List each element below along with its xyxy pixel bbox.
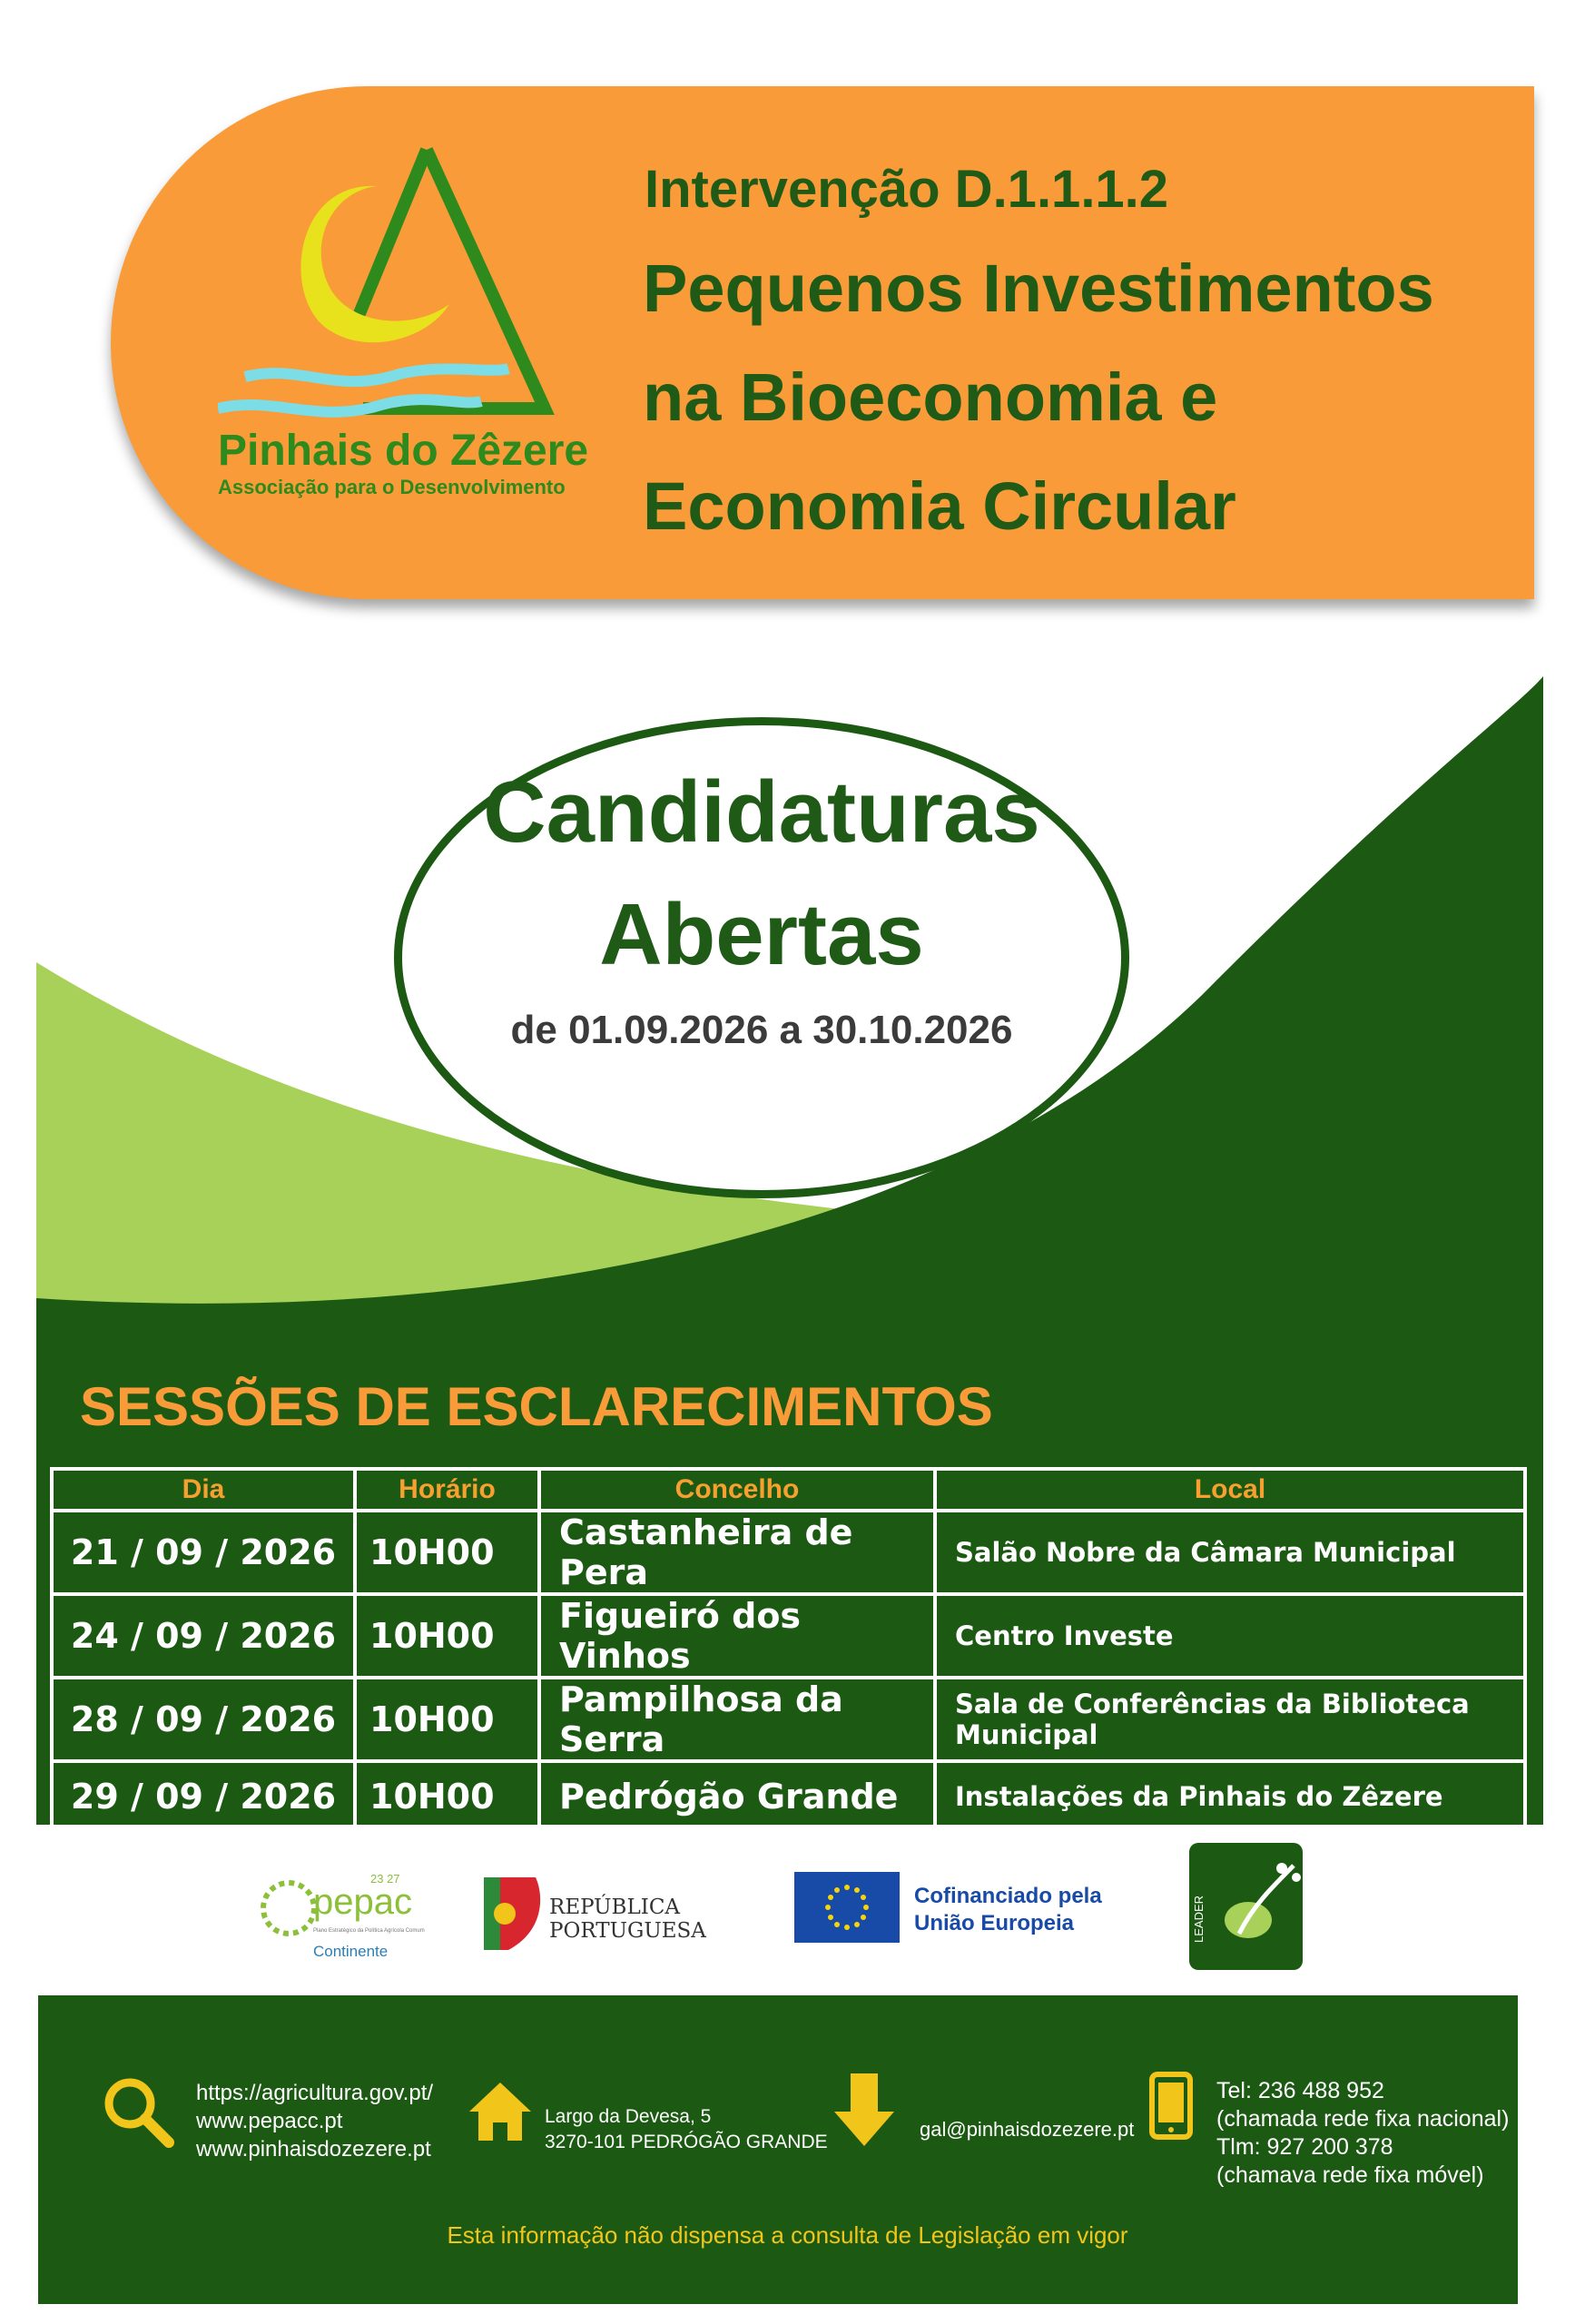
address-line-2: 3270-101 PEDRÓGÃO GRANDE — [545, 2132, 828, 2152]
cell-concelho: Castanheira de Pera — [539, 1511, 935, 1594]
footer-links — [196, 2079, 433, 2163]
republica-line1: REPÚBLICA — [549, 1896, 681, 1919]
table-row — [52, 1594, 1525, 1678]
leader-name: LEADER — [1192, 1895, 1206, 1943]
phone-line-4: (chamava rede fixa móvel) — [1216, 2162, 1484, 2188]
pepac-years: 23 27 — [370, 1872, 400, 1886]
table-row — [52, 1678, 1525, 1761]
phone-line-2: (chamada rede fixa nacional) — [1216, 2106, 1510, 2132]
cell-local: Instalações da Pinhais do Zêzere — [935, 1761, 1525, 1831]
eu-flag — [794, 1872, 900, 1943]
partner-logos — [0, 1825, 1575, 1988]
cell-horario: 10H00 — [355, 1678, 539, 1761]
republica-line2: PORTUGUESA — [549, 1919, 706, 1943]
search-icon — [98, 2072, 180, 2153]
home-icon — [468, 2079, 533, 2144]
pepac-subtitle: Plano Estratégico da Política Agrícola Comum — [313, 1928, 425, 1934]
header-horario: Horário — [355, 1469, 539, 1511]
eu-line1: Cofinanciado pela — [914, 1884, 1102, 1908]
pepac-region: Continente — [313, 1943, 389, 1960]
cell-dia: 21 / 09 / 2026 — [52, 1511, 355, 1594]
cell-dia: 28 / 09 / 2026 — [52, 1678, 355, 1761]
phone-line-1: Tel: 236 488 952 — [1216, 2078, 1384, 2103]
logo-subtitle: Associação para o Desenvolvimento — [218, 476, 566, 498]
pinhais-logo — [218, 136, 599, 517]
sessions-title: SESSÕES DE ESCLARECIMENTOS — [80, 1376, 993, 1437]
leader-logo — [1189, 1843, 1303, 1970]
cell-horario: 10H00 — [355, 1511, 539, 1594]
republica-logo — [484, 1877, 706, 1950]
header-local: Local — [935, 1469, 1525, 1511]
table-row — [52, 1511, 1525, 1594]
cell-concelho: Pedrógão Grande — [539, 1761, 935, 1831]
pepac-name: pepac — [313, 1882, 412, 1922]
republica-emblem — [494, 1903, 516, 1925]
phone-line-3: Tlm: 927 200 378 — [1216, 2134, 1393, 2160]
announcement-dates: de 01.09.2026 a 30.10.2026 — [510, 1008, 1013, 1052]
cell-concelho: Pampilhosa da Serra — [539, 1678, 935, 1761]
cell-local: Centro Investe — [935, 1594, 1525, 1678]
pepac-logo — [263, 1872, 425, 1960]
address-line-1: Largo da Devesa, 5 — [545, 2106, 712, 2127]
footer-email[interactable]: gal@pinhaisdozezere.pt — [920, 2118, 1135, 2141]
eu-line2: União Europeia — [914, 1911, 1075, 1935]
title-line-2: na Bioeconomia e — [643, 359, 1218, 435]
header-concelho: Concelho — [539, 1469, 935, 1511]
link-pepacc[interactable]: www.pepacc.pt — [196, 2109, 343, 2133]
link-pinhais[interactable]: www.pinhaisdozezere.pt — [196, 2137, 431, 2162]
sessions-table — [50, 1467, 1527, 1833]
announcement-line-1: Candidaturas — [483, 763, 1040, 861]
cell-dia: 24 / 09 / 2026 — [52, 1594, 355, 1678]
cell-horario: 10H00 — [355, 1761, 539, 1831]
footer-disclaimer: Esta informação não dispensa a consulta de Legislação em vigor — [447, 2221, 1128, 2249]
cell-horario: 10H00 — [355, 1594, 539, 1678]
eu-logo — [794, 1872, 1102, 1943]
cell-local: Salão Nobre da Câmara Municipal — [935, 1511, 1525, 1594]
cell-concelho: Figueiró dos Vinhos — [539, 1594, 935, 1678]
link-agricultura[interactable]: https://agricultura.gov.pt/ — [196, 2081, 434, 2105]
footer-phone — [1216, 2077, 1509, 2190]
pepac-globe-icon — [263, 1883, 314, 1934]
logo-name: Pinhais do Zêzere — [218, 427, 589, 475]
announcement-line-2: Abertas — [599, 886, 924, 983]
phone-icon — [1149, 2072, 1193, 2140]
title-line-3: Economia Circular — [643, 468, 1236, 544]
footer-address — [545, 2104, 828, 2155]
header-dia: Dia — [52, 1469, 355, 1511]
cell-dia: 29 / 09 / 2026 — [52, 1761, 355, 1831]
table-header-row — [52, 1469, 1525, 1511]
title-line-1: Pequenos Investimentos — [643, 251, 1434, 326]
arrow-down-icon — [832, 2073, 896, 2148]
table-row — [52, 1761, 1525, 1831]
intervention-code: Intervenção D.1.1.1.2 — [645, 160, 1169, 219]
logo-wave-1 — [245, 369, 508, 381]
cell-local: Sala de Conferências da Biblioteca Municipal — [935, 1678, 1525, 1761]
